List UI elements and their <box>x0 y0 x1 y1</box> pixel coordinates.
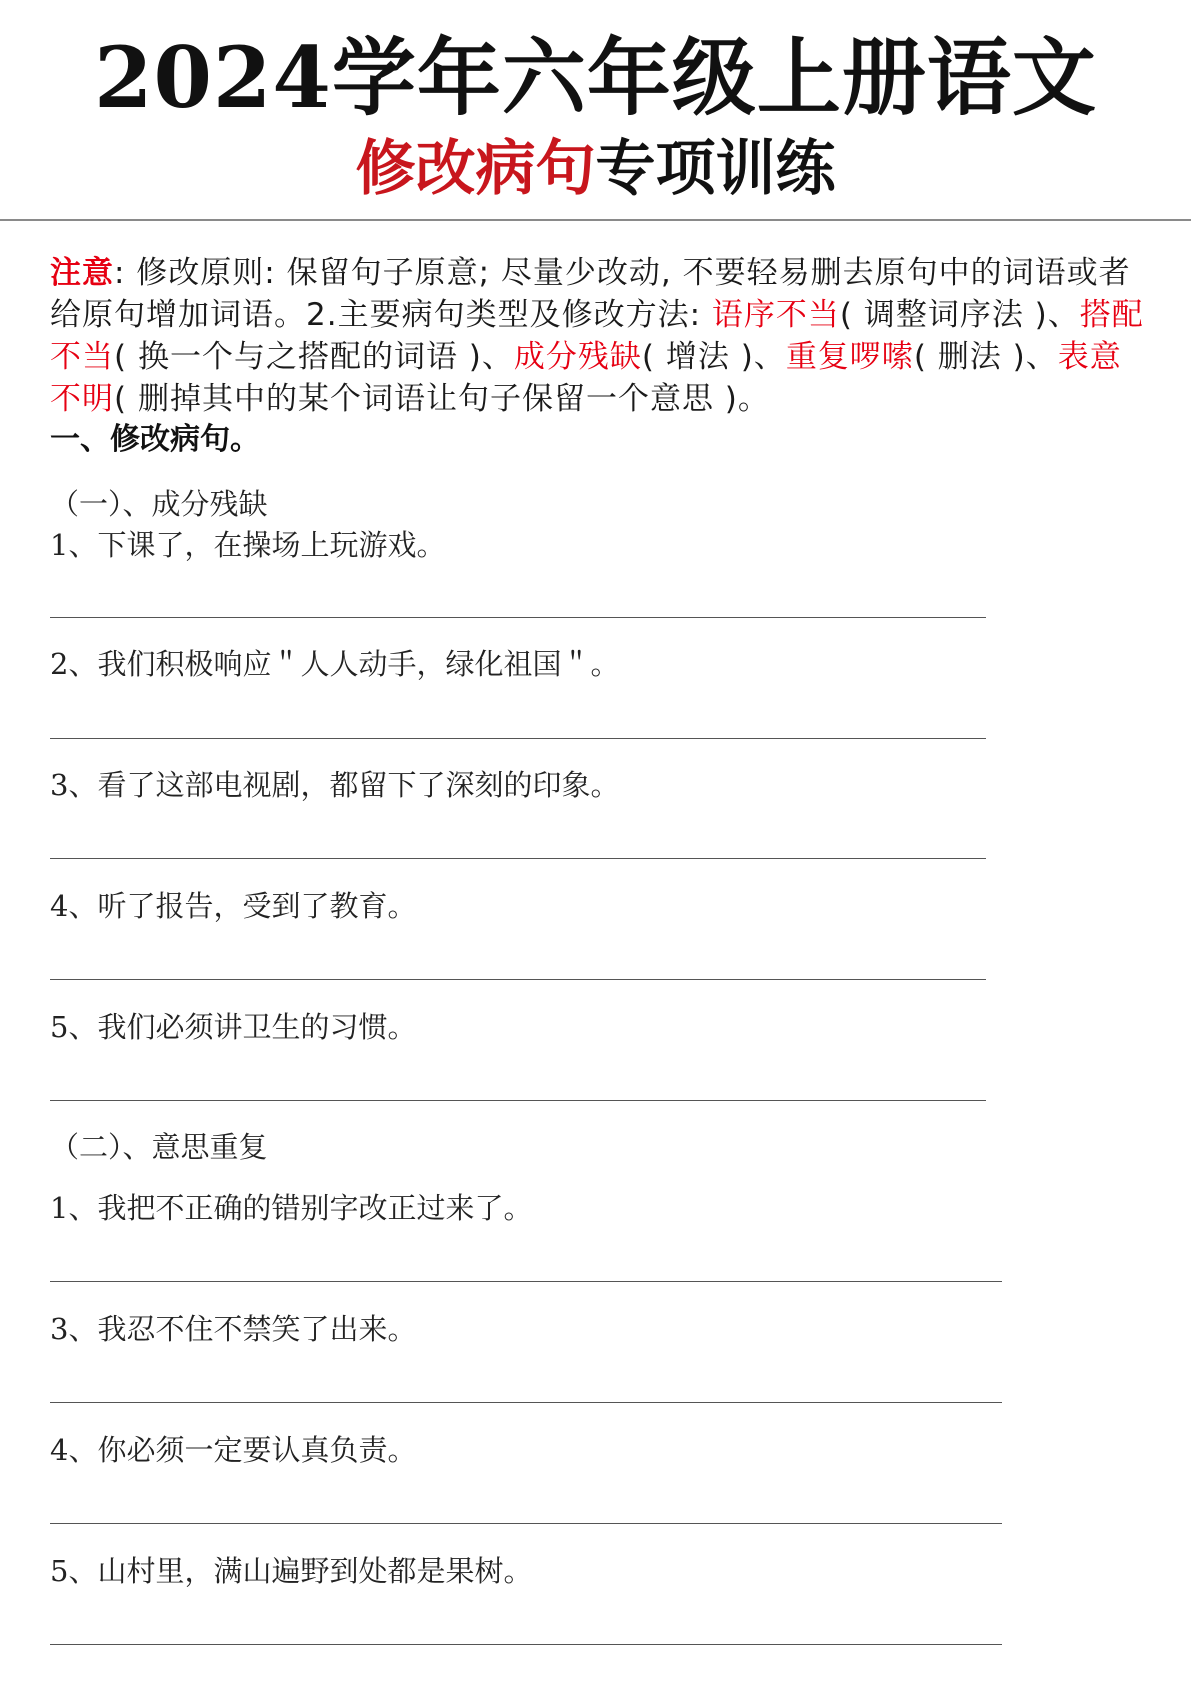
page-subtitle <box>0 132 1191 206</box>
answer-line[interactable] <box>50 979 986 980</box>
exercise-item: 1、我把不正确的错别字改正过来了。 <box>50 1191 533 1225</box>
error-type-ambiguity: 表意不明 <box>50 339 1122 417</box>
method-word-order: ( 调整词序法 )、 <box>839 297 1080 333</box>
answer-line[interactable] <box>50 617 986 618</box>
group-heading-redundancy: （二）、意思重复 <box>50 1130 268 1164</box>
exercise-item: 3、我忍不住不禁笑了出来。 <box>50 1312 417 1346</box>
page-header <box>0 0 1191 220</box>
error-type-redundancy: 重复啰嗦 <box>785 339 914 375</box>
error-type-word-order: 语序不当 <box>711 297 840 333</box>
exercise-item: 5、我们必须讲卫生的习惯。 <box>50 1010 417 1044</box>
method-missing-component: ( 增法 )、 <box>641 339 786 375</box>
method-ambiguity: ( 删掉其中的某个词语让句子保留一个意思 )。 <box>114 381 770 417</box>
method-redundancy: ( 删法 )、 <box>913 339 1058 375</box>
notice-text: : 修改原则: 保留句子原意; 尽量少改动, 不要轻易删去原句中的词语或者给原句增加词语。2.主要病句类型及修改方法: <box>50 255 1131 333</box>
answer-line[interactable] <box>50 858 986 859</box>
notice-paragraph <box>50 252 1150 420</box>
answer-line[interactable] <box>50 1523 1002 1524</box>
answer-line[interactable] <box>50 1281 1002 1282</box>
subtitle-black-part: 专项训练 <box>595 134 836 204</box>
page-title: 2024学年六年级上册语文 <box>94 28 1097 127</box>
notice-label: 注意 <box>50 255 114 291</box>
answer-line[interactable] <box>50 738 986 739</box>
answer-line[interactable] <box>50 1402 1002 1403</box>
answer-line[interactable] <box>50 1100 986 1101</box>
answer-line[interactable] <box>50 1644 1002 1645</box>
exercise-item: 4、你必须一定要认真负责。 <box>50 1433 417 1467</box>
error-type-missing-component: 成分残缺 <box>513 339 642 375</box>
subtitle-red-part: 修改病句 <box>355 134 596 204</box>
method-collocation: ( 换一个与之搭配的词语 )、 <box>114 339 514 375</box>
exercise-item: 3、看了这部电视剧，都留下了深刻的印象。 <box>50 768 620 802</box>
header-divider <box>0 219 1191 221</box>
error-type-collocation: 搭配不当 <box>50 297 1144 375</box>
exercise-item: 5、山村里，满山遍野到处都是果树。 <box>50 1554 533 1588</box>
exercise-item: 1、下课了，在操场上玩游戏。 <box>50 528 446 562</box>
group-heading-missing-component: （一）、成分残缺 <box>50 487 268 521</box>
exercise-item: 4、听了报告，受到了教育。 <box>50 889 417 923</box>
section-title: 一、修改病句。 <box>50 422 260 457</box>
exercise-item: 2、我们积极响应＂人人动手，绿化祖国＂。 <box>50 647 620 681</box>
